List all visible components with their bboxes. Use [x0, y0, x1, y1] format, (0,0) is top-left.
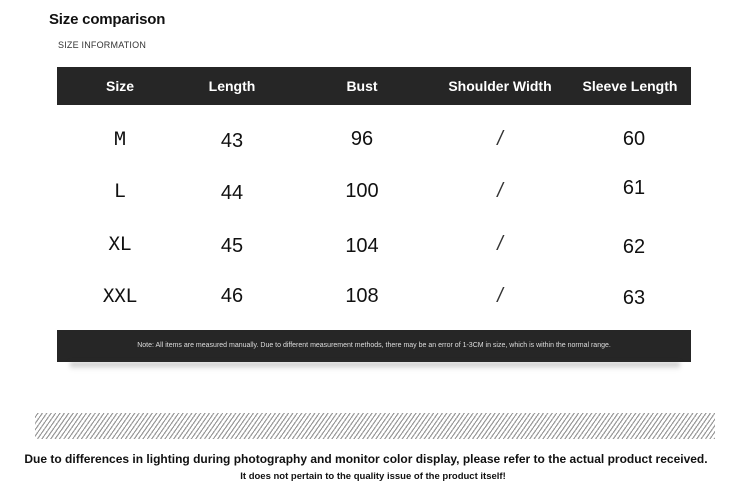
note-shadow-decoration — [70, 362, 680, 370]
measurement-note-bar — [57, 330, 691, 362]
table-row — [57, 229, 691, 259]
disclaimer-main: Due to differences in lighting during photography and monitor color display, please refer to the actual product received. — [24, 452, 708, 466]
cell-sleeve-length: 60 — [622, 128, 646, 150]
cell-shoulder-width: / — [497, 180, 503, 202]
page-title: Size comparison — [49, 11, 166, 28]
size-table-header — [57, 67, 691, 105]
header-bust: Bust — [346, 78, 378, 94]
header-sleeve-length: Sleeve Length — [582, 78, 678, 94]
cell-shoulder-width: / — [497, 233, 503, 255]
cell-length: 44 — [220, 182, 244, 204]
table-row — [57, 281, 691, 311]
table-row — [57, 124, 691, 154]
cell-sleeve-length: 62 — [622, 236, 646, 258]
disclaimer-sub: It does not pertain to the quality issue of the product itself! — [240, 471, 506, 482]
cell-size: M — [114, 128, 126, 150]
page-subtitle: SIZE INFORMATION — [58, 40, 147, 50]
hatched-divider — [35, 413, 715, 439]
cell-size: XXL — [102, 285, 138, 307]
table-row — [57, 176, 691, 206]
header-size: Size — [105, 78, 134, 94]
cell-size: L — [114, 180, 126, 202]
cell-sleeve-length: 63 — [622, 287, 646, 309]
cell-length: 43 — [220, 130, 244, 152]
cell-bust: 108 — [345, 285, 379, 307]
cell-length: 46 — [220, 285, 244, 307]
cell-size: XL — [108, 233, 132, 255]
measurement-note: Note: All items are measured manually. Due to different measurement methods, there may be an error of 1-3CM in size, which is within the normal range. — [137, 342, 611, 349]
cell-shoulder-width: / — [497, 285, 503, 307]
header-length: Length — [208, 78, 256, 94]
cell-sleeve-length: 61 — [622, 177, 646, 199]
cell-bust: 100 — [345, 180, 379, 202]
cell-bust: 104 — [345, 235, 379, 257]
cell-bust: 96 — [350, 128, 374, 150]
cell-length: 45 — [220, 235, 244, 257]
header-shoulder-width: Shoulder Width — [448, 78, 552, 94]
cell-shoulder-width: / — [497, 128, 503, 150]
